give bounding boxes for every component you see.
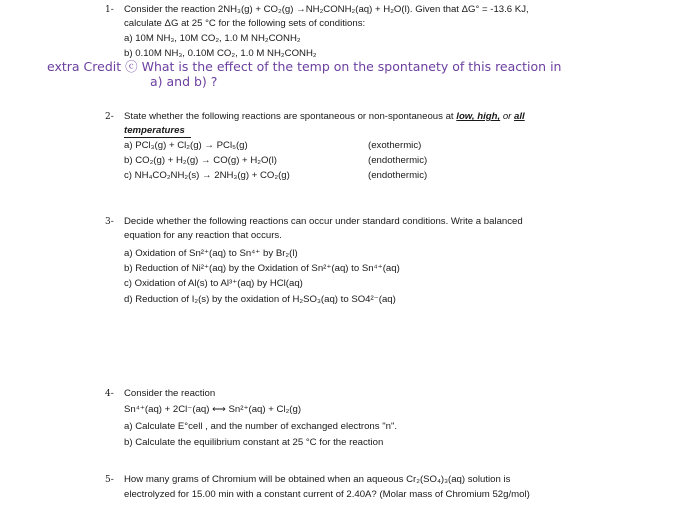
q3-item-c: c) Oxidation of Al(s) to Al³⁺(aq) by HCl(aq): [124, 278, 303, 289]
q2-note-c: (endothermic): [368, 170, 428, 181]
q2-low-high: low, high,: [456, 111, 501, 122]
q1-line1: Consider the reaction 2NH₃(g) + CO₂(g) →NH₂CONH₂(aq) + H₂O(l). Given that ΔG° = -13.6 KJ,: [124, 4, 529, 15]
q2-note-a: (exothermic): [368, 140, 422, 151]
q4-item-a: a) Calculate E°cell , and the number of exchanged electrons "n".: [124, 421, 398, 432]
q2-reaction-b: b) CO₂(g) + H₂(g) → CO(g) + H₂O(l): [124, 155, 277, 166]
q2-line1: [124, 111, 525, 123]
q2-line2: temperatures: [124, 125, 185, 136]
q2-all: all: [514, 111, 525, 122]
q2-or: or: [500, 111, 515, 122]
q5-number: 5-: [105, 475, 114, 485]
q2-reaction-a: a) PCl₃(g) + Cl₂(g) → PCl₅(g): [124, 140, 248, 151]
q2-number: 2-: [105, 112, 114, 122]
q3-item-b: b) Reduction of Ni²⁺(aq) by the Oxidation of Sn²⁺(aq) to Sn⁴⁺(aq): [124, 263, 400, 274]
q1-number: 1-: [105, 5, 114, 15]
q3-line2: equation for any reaction that occurs.: [124, 230, 282, 241]
q3-item-d: d) Reduction of I₂(s) by the oxidation of H₂SO₃(aq) to SO4²⁻(aq): [124, 294, 396, 305]
q4-number: 4-: [105, 389, 114, 399]
q1-line2: calculate ΔG at 25 °C for the following sets of conditions:: [124, 18, 366, 29]
q4-item-b: b) Calculate the equilibrium constant at 25 °C for the reaction: [124, 437, 384, 448]
q2-underline: [124, 137, 191, 138]
q3-number: 3-: [105, 217, 114, 227]
q2-note-b: (endothermic): [368, 155, 428, 166]
q1-item-b: b) 0.10M NH₃, 0.10M CO₂, 1.0 M NH₂CONH₂: [124, 48, 317, 59]
q3-item-a: a) Oxidation of Sn²⁺(aq) to Sn⁴⁺ by Br₂(l): [124, 248, 298, 259]
q4-line1: Consider the reaction: [124, 388, 216, 399]
q4-reaction: Sn⁴⁺(aq) + 2Cl⁻(aq) ⟷ Sn²⁺(aq) + Cl₂(g): [124, 404, 302, 415]
q2-reaction-c: c) NH₄CO₂NH₂(s) → 2NH₃(g) + CO₂(g): [124, 170, 290, 181]
extra-credit-note-2: a) and b) ?: [150, 74, 218, 89]
q3-line1: Decide whether the following reactions can occur under standard conditions. Write a balanced: [124, 216, 523, 227]
q2-line1-text: State whether the following reactions are spontaneous or non-spontaneous at: [124, 111, 457, 122]
extra-credit-note: extra Credit ⓒ What is the effect of the temp on the spontanety of this reaction in: [47, 59, 562, 74]
q5-line1: How many grams of Chromium will be obtained when an aqueous Cr₂(SO₄)₃(aq) solution is: [124, 474, 511, 485]
q5-line2: electrolyzed for 15.00 min with a constant current of 2.40A? (Molar mass of Chromium 52g/mol): [124, 489, 530, 500]
q1-item-a: a) 10M NH₃, 10M CO₂, 1.0 M NH₂CONH₂: [124, 33, 301, 44]
